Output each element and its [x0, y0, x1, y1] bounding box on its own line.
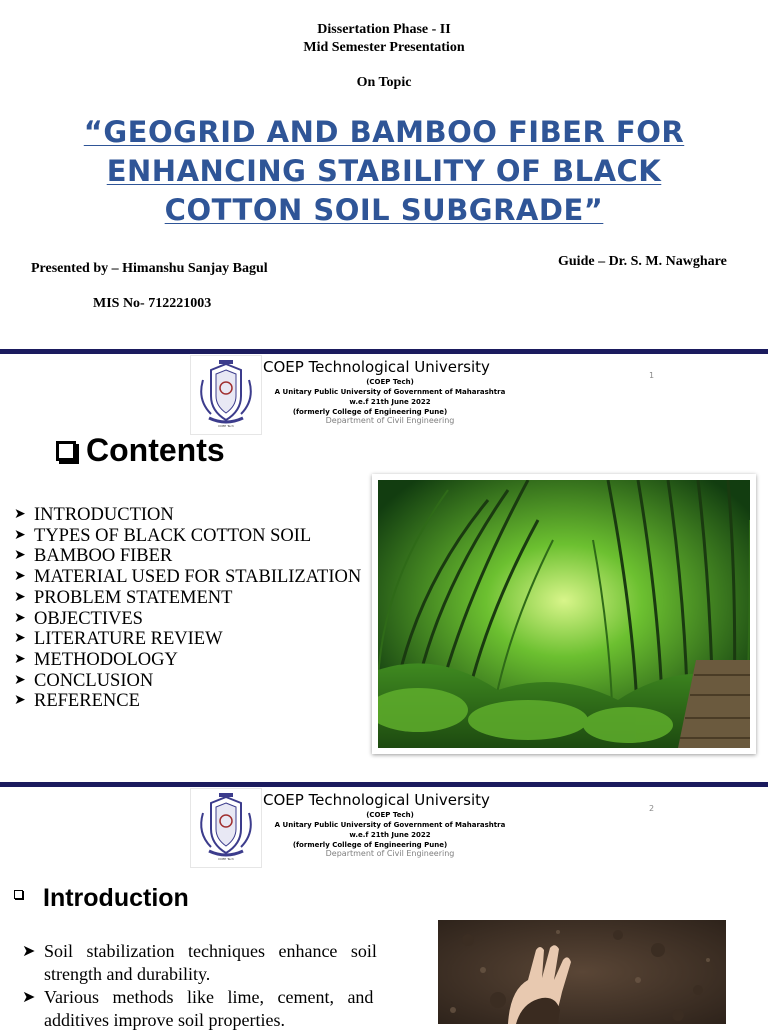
arrow-bullet-icon: ➤: [14, 693, 26, 709]
bamboo-forest-image: [372, 474, 756, 754]
formerly-label: (formerly College of Engineering Pune): [292, 841, 448, 849]
arrow-bullet-icon: ➤: [14, 610, 26, 626]
contents-list: [14, 505, 361, 712]
presentation-title: [40, 113, 728, 230]
list-item-label: INTRODUCTION: [34, 505, 174, 525]
coep-logo: [190, 788, 262, 868]
bullet-line: Soil stabilization techniques enhance soil: [44, 941, 377, 961]
title-line-2: ENHANCING STABILITY OF BLACK: [106, 154, 662, 188]
list-item: [14, 671, 361, 692]
arrow-bullet-icon: ➤: [14, 672, 26, 688]
arrow-bullet-icon: ➤: [14, 569, 26, 585]
university-name: COEP Technological University: [263, 791, 490, 809]
bullet-line: strength and durability.: [44, 964, 211, 984]
slide-number: 1: [649, 371, 655, 380]
effective-date-label: w.e.f 21th June 2022: [349, 398, 431, 406]
contents-heading-text: Contents: [86, 432, 225, 468]
introduction-bullets: [22, 940, 422, 1032]
list-item: [22, 940, 422, 986]
mis-number: MIS No- 712221003: [93, 296, 212, 311]
coep-tech-label: (COEP Tech): [366, 378, 414, 386]
list-item: [22, 986, 422, 1032]
bullet-line: additives improve soil properties.: [44, 1010, 285, 1030]
arrow-bullet-icon: ➤: [14, 651, 26, 667]
presenter-name: Presented by – Himanshu Sanjay Bagul: [31, 261, 268, 276]
title-line-1: “GEOGRID AND BAMBOO FIBER FOR: [83, 115, 685, 149]
list-item-label: PROBLEM STATEMENT: [34, 587, 233, 608]
soil-in-hand-image: [438, 920, 726, 1024]
list-item-label: MATERIAL USED FOR STABILIZATION: [34, 567, 362, 588]
list-item: [14, 629, 361, 650]
slide-divider: [0, 782, 768, 787]
university-seal-icon: [191, 789, 261, 867]
university-name: COEP Technological University: [263, 358, 490, 376]
bamboo-forest-picture: [378, 480, 750, 748]
formerly-label: (formerly College of Engineering Pune): [292, 408, 448, 416]
list-item: [14, 691, 361, 712]
soil-picture: [438, 920, 726, 1024]
slide-number: 2: [649, 804, 655, 813]
slide-divider: [0, 349, 768, 354]
coep-tech-label: (COEP Tech): [366, 811, 414, 819]
arrow-bullet-icon: ➤: [14, 507, 26, 522]
list-item: [14, 546, 361, 567]
on-topic-label: On Topic: [356, 75, 412, 90]
logo-caption: COEP Tech: [218, 857, 234, 861]
logo-caption: COEP Tech: [218, 424, 234, 428]
mid-semester-label: Mid Semester Presentation: [303, 40, 465, 55]
effective-date-label: w.e.f 21th June 2022: [349, 831, 431, 839]
coep-logo: [190, 355, 262, 435]
university-subtitle: [260, 810, 520, 850]
list-item: [14, 609, 361, 630]
arrow-bullet-icon: ➤: [14, 589, 26, 605]
arrow-bullet-icon: ➤: [14, 527, 26, 543]
introduction-heading-text: Introduction: [43, 884, 189, 912]
list-item: [14, 588, 361, 609]
list-item-label: TYPES OF BLACK COTTON SOIL: [34, 525, 312, 546]
checkbox-bullet-icon: [56, 441, 76, 461]
contents-heading: [56, 432, 225, 469]
list-item-label: REFERENCE: [34, 691, 140, 712]
university-subtitle: [260, 377, 520, 417]
dissertation-phase-label: Dissertation Phase - II: [317, 22, 451, 37]
list-item-label: CONCLUSION: [34, 670, 154, 691]
arrow-bullet-icon: ➤: [22, 989, 36, 1006]
list-item: [14, 650, 361, 671]
arrow-bullet-icon: ➤: [14, 631, 26, 647]
list-item: [14, 505, 361, 526]
bullet-line: Various methods like lime, cement, and: [44, 987, 374, 1007]
university-seal-icon: [191, 356, 261, 434]
arrow-bullet-icon: ➤: [22, 943, 36, 960]
list-item: [14, 526, 361, 547]
department-label: Department of Civil Engineering: [325, 849, 455, 858]
checkbox-bullet-icon: [14, 890, 23, 899]
title-line-3: COTTON SOIL SUBGRADE”: [164, 193, 604, 227]
introduction-heading: [14, 884, 189, 913]
list-item-label: OBJECTIVES: [34, 608, 143, 629]
arrow-bullet-icon: ➤: [14, 548, 26, 564]
list-item: [14, 567, 361, 588]
department-label: Department of Civil Engineering: [325, 416, 455, 425]
unitary-university-label: A Unitary Public University of Government of Maharashtra: [274, 821, 506, 829]
list-item-label: METHODOLOGY: [34, 649, 178, 670]
list-item-label: BAMBOO FIBER: [34, 546, 173, 567]
list-item-label: LITERATURE REVIEW: [34, 629, 223, 650]
guide-name: Guide – Dr. S. M. Nawghare: [558, 254, 727, 269]
unitary-university-label: A Unitary Public University of Government of Maharashtra: [274, 388, 506, 396]
